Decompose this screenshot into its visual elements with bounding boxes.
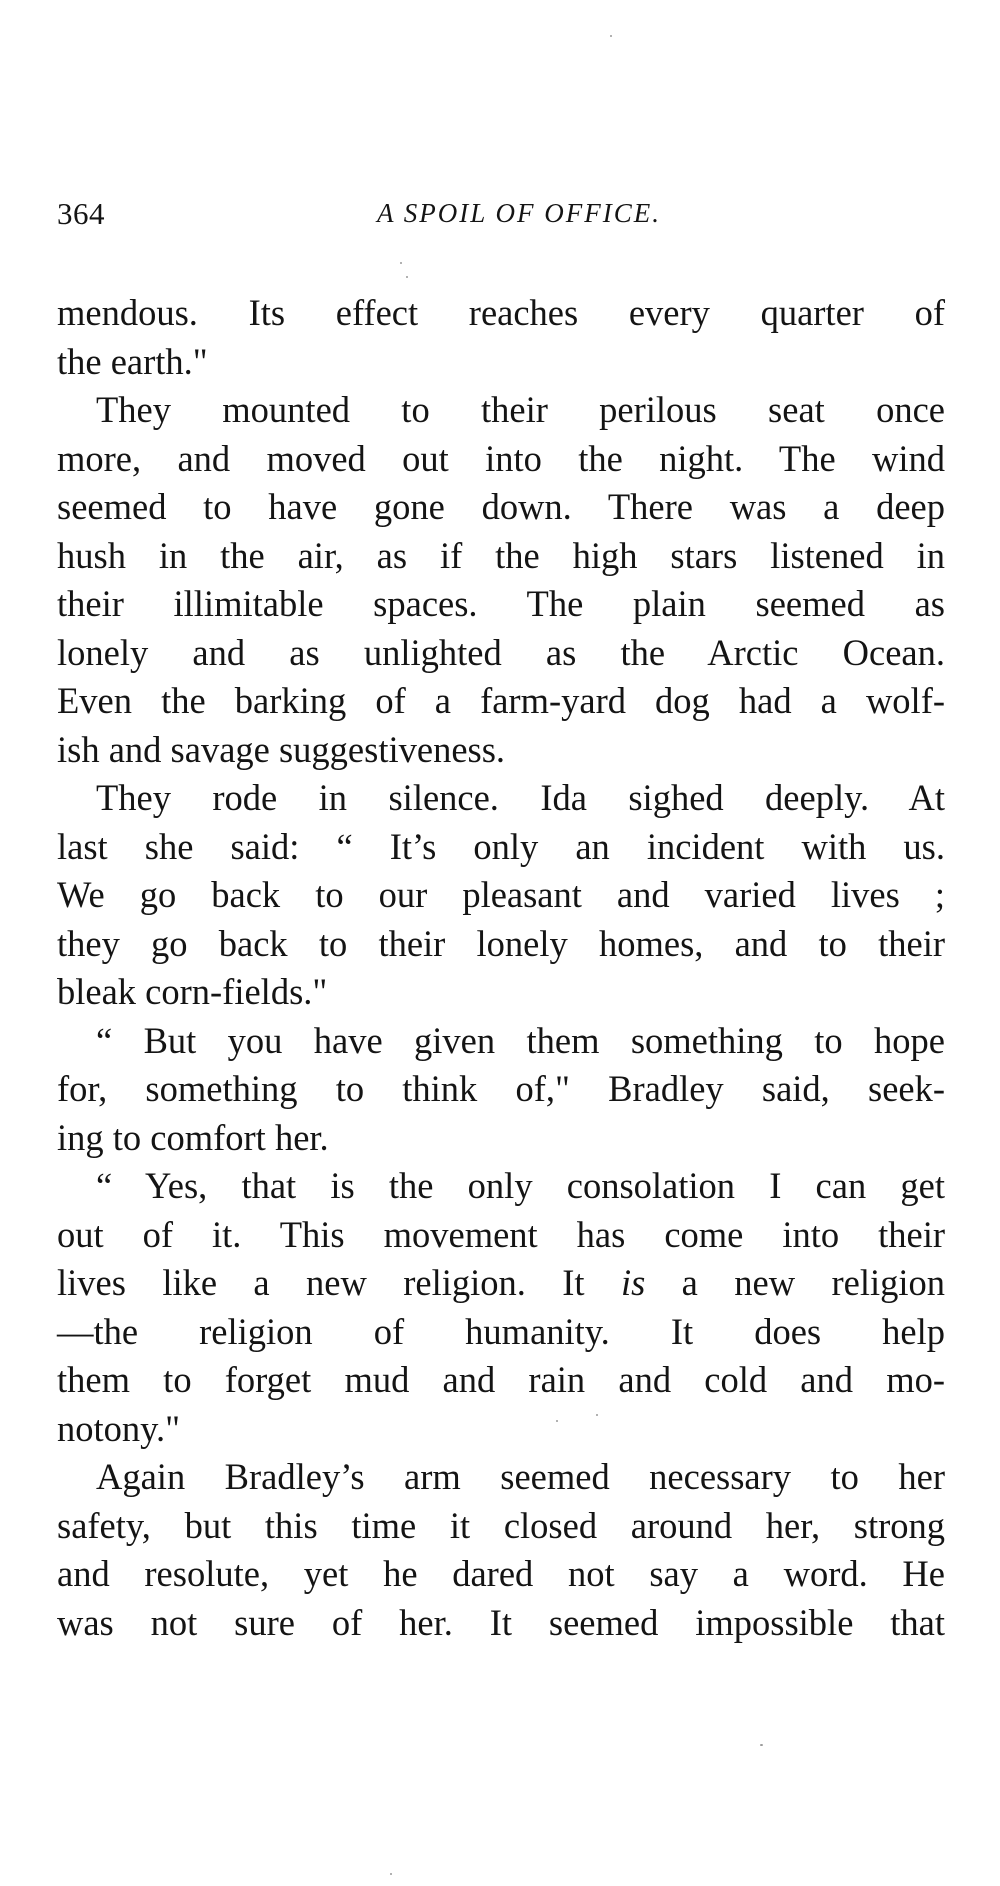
text-run: for, something to think of," Bradley said, seek-	[57, 1068, 945, 1109]
text-run: lonely and as unlighted as the Arctic Ocean.	[57, 631, 945, 673]
print-speck	[400, 262, 402, 264]
text-line	[57, 629, 945, 678]
text-line	[57, 968, 945, 1017]
text-line	[57, 1114, 945, 1163]
text-run: They rode in silence. Ida sighed deeply. At	[96, 777, 945, 818]
text-run: —the religion of humanity. It does help	[57, 1310, 945, 1352]
print-speck	[596, 1414, 598, 1416]
text-line	[57, 920, 945, 969]
text-line	[57, 532, 945, 581]
print-speck	[610, 35, 612, 37]
text-run: Again Bradley’s arm seemed necessary to her	[96, 1456, 945, 1497]
text-run: out of it. This movement has come into their	[57, 1213, 945, 1255]
text-line	[57, 1405, 945, 1454]
text-run: hush in the air, as if the high stars listened in	[57, 534, 945, 576]
body-text	[57, 289, 945, 1647]
text-line	[57, 1308, 945, 1357]
text-run: We go back to our pleasant and varied lives ;	[57, 874, 945, 915]
text-line	[57, 1453, 945, 1502]
text-run: ing to comfort her.	[57, 1116, 329, 1158]
italic-emphasis: is	[620, 1262, 646, 1303]
text-line	[57, 726, 945, 775]
print-speck	[390, 1873, 392, 1875]
text-run: the earth."	[57, 340, 208, 382]
print-speck	[406, 276, 408, 278]
text-run: They mounted to their perilous seat once	[96, 389, 945, 430]
text-line	[57, 1211, 945, 1260]
text-line	[57, 1065, 945, 1114]
text-run: more, and moved out into the night. The wind	[57, 437, 945, 479]
page-number: 364	[57, 196, 105, 231]
page-header	[57, 196, 947, 244]
text-run: mendous. Its effect reaches every quarter of	[57, 292, 945, 333]
text-line	[57, 1502, 945, 1551]
text-run: their illimitable spaces. The plain seemed as	[57, 583, 945, 624]
text-run: and resolute, yet he dared not say a word. He	[57, 1553, 945, 1594]
text-line	[57, 1162, 945, 1211]
text-run: them to forget mud and rain and cold and mo-	[57, 1359, 945, 1400]
text-line	[57, 1599, 945, 1648]
text-run: Even the barking of a farm-yard dog had a wolf-	[57, 680, 945, 721]
text-line	[57, 823, 945, 872]
text-line	[57, 1356, 945, 1405]
text-line	[57, 289, 945, 338]
text-line	[57, 338, 945, 387]
text-run: was not sure of her. It seemed impossible that	[57, 1601, 945, 1643]
print-speck	[556, 1420, 558, 1422]
running-title: A SPOIL OF OFFICE.	[377, 198, 661, 228]
text-line	[57, 677, 945, 726]
text-run: “ But you have given them something to hope	[96, 1019, 945, 1061]
print-speck	[760, 1744, 763, 1746]
text-line	[57, 871, 945, 920]
text-line	[57, 483, 945, 532]
text-run: they go back to their lonely homes, and to their	[57, 922, 945, 964]
text-run: safety, but this time it closed around her, strong	[57, 1504, 945, 1546]
text-run: lives like a new religion. It	[57, 1262, 621, 1303]
text-run: seemed to have gone down. There was a deep	[57, 486, 945, 527]
text-run: “ Yes, that is the only consolation I can get	[96, 1165, 945, 1206]
text-line	[57, 580, 945, 629]
text-line	[57, 774, 945, 823]
text-line	[57, 386, 945, 435]
text-run: last she said: “ It’s only an incident with us.	[57, 825, 945, 867]
text-line	[57, 1550, 945, 1599]
text-line	[57, 1259, 945, 1308]
text-run: bleak corn-fields."	[57, 971, 328, 1012]
text-run: a new religion	[645, 1262, 945, 1303]
text-run: notony."	[57, 1407, 181, 1449]
text-line	[57, 1017, 945, 1066]
text-line	[57, 435, 945, 484]
text-run: ish and savage suggestiveness.	[57, 728, 506, 770]
